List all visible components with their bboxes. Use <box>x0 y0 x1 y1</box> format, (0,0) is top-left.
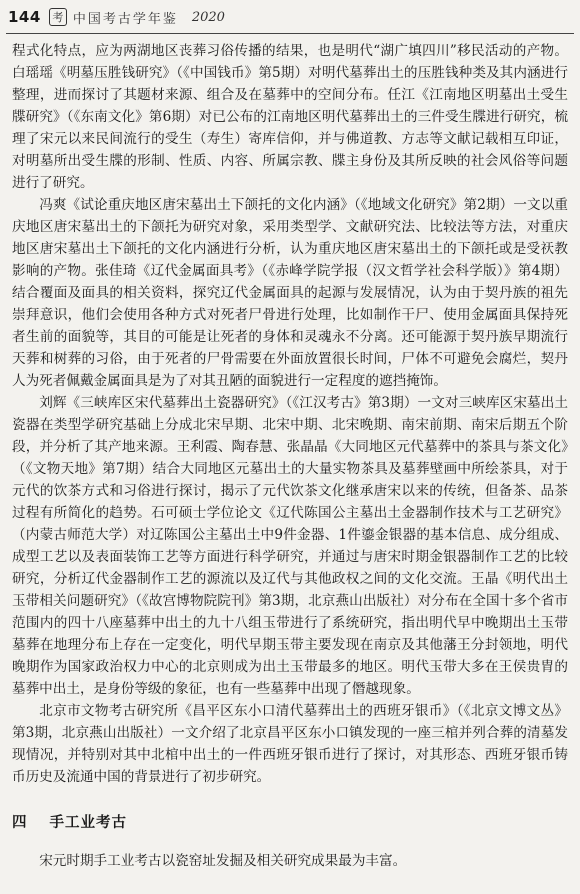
section-number: 四 <box>12 815 28 831</box>
yearbook-title: 中国考古学年鉴 <box>72 11 178 27</box>
section-title: 手工业考古 <box>49 815 127 831</box>
paragraph: 北京市文物考古研究所《昌平区东小口清代墓葬出土的西班牙银币》（《北京文博文丛》第3期，北京燕山出版社）一文介绍了北京昌平区东小口镇发现的一座三棺并列合葬的清墓发现情况，并特别对其中北棺中出土的一件西班牙银币进行了探讨，对其形态、西班牙银币铸币历史及流通中国的背景进行了初步研究。 <box>12 703 568 785</box>
paragraph: 程式化特点，应为两湖地区丧葬习俗传播的结果，也是明代“湖广填四川”移民活动的产物。白瑶瑶《明墓压胜钱研究》（《中国钱币》第5期）对明代墓葬出土的压胜钱种类及其内涵进行整理，进而探讨了其题材来源、组合及在墓葬中的空间分布。任江《江南地区明墓出土受生牒研究》（《东南文化》第6期）对已公布的江南地区明代墓葬出土的三件受生牒进行研究，梳理了宋元以来民间流行的受生（寿生）寄库信仰，并与佛道教、方志等文献记载相互印证，对明墓所出受生牒的形制、性质、内容、所属宗教、牒主身份及其所反映的社会风俗等问题进行了研究。 <box>12 43 568 191</box>
closing-paragraph: 宋元时期手工业考古以瓷窑址发掘及相关研究成果最为丰富。 <box>39 853 407 869</box>
running-header <box>0 0 580 34</box>
paragraph: 冯爽《试论重庆地区唐宋墓出土下颌托的文化内涵》（《地域文化研究》第2期）一文以重庆地区唐宋墓出土的下颌托为研究对象，采用类型学、文献研究法、比较法等方法，对重庆地区唐宋墓出土下颌托的文化内涵进行分析，认为重庆地区唐宋墓出土的下颌托或是受祆教影响的产物。张佳琦《辽代金属面具考》（《赤峰学院学报（汉文哲学社会科学版）》第4期）结合覆面及面具的相关资料，探究辽代金属面具的起源与发展情况，认为由于契丹族的祖先崇拜意识，他们会使用各种方式对死者尸骨进行处理，比如制作干尸、使用金属面具保持死者生前的面貌等，其目的可能是让死者的身体和灵魂永不分离。还可能源于契丹族早期流行天葬和树葬的习俗，由于死者的尸骨需要在外面放置很长时间，尸体不可避免会腐烂，契丹人为死者佩戴金属面具是为了对其丑陋的面貌进行一定程度的遮挡掩饰。 <box>12 197 568 389</box>
yearbook-emblem-icon <box>49 8 67 26</box>
section-heading <box>12 812 568 834</box>
body-text <box>12 40 568 872</box>
paragraph: 刘辉《三峡库区宋代墓葬出土瓷器研究》（《江汉考古》第3期）一文对三峡库区宋墓出土瓷器在类型学研究基础上分成北宋早期、北宋中期、北宋晚期、南宋前期、南宋后期五个阶段，并分析了其产地来源。王利霞、陶春慧、张晶晶《大同地区元代墓葬中的茶具与茶文化》（《文物天地》第7期）结合大同地区元墓出土的大量实物茶具及墓葬壁画中所绘茶具，对于元代的饮茶方式和习俗进行探讨，揭示了元代饮茶文化继承唐宋以来的传统，但备茶、品茶过程有所简化的趋势。石可硕士学位论文《辽代陈国公主墓出土金器制作技术与工艺研究》（内蒙古师范大学）对辽陈国公主墓出土中9件金器、1件鎏金银器的基本信息、成分组成、成型工艺以及表面装饰工艺等方面进行科学研究，并通过与唐宋时期金银器制作工艺的比较研究，分析辽代金器制作工艺的源流以及辽代与其他政权之间的文化交流。王晶《明代出土玉带相关问题研究》（《故宫博物院院刊》第3期，北京燕山出版社）对分布在全国十多个省市范围内的四十八座墓葬中出土的九十八组玉带进行了系统研究，指出明代早中晚期出土玉带墓葬在地理分布上存在一定变化，明代早期玉带主要发现在南京及其他藩王分封领地，明代晚期作为国家政治权力中心的北京则成为出土玉带最多的地区。明代玉带大多在王侯贵胄的墓葬中出土，是身份等级的象征，也有一些墓葬中出现了僭越现象。 <box>12 395 568 697</box>
header-rule <box>6 33 574 34</box>
page-number: 144 <box>8 8 41 26</box>
yearbook-year: 2020 <box>191 9 225 25</box>
emblem-glyph: 考 <box>52 11 64 24</box>
